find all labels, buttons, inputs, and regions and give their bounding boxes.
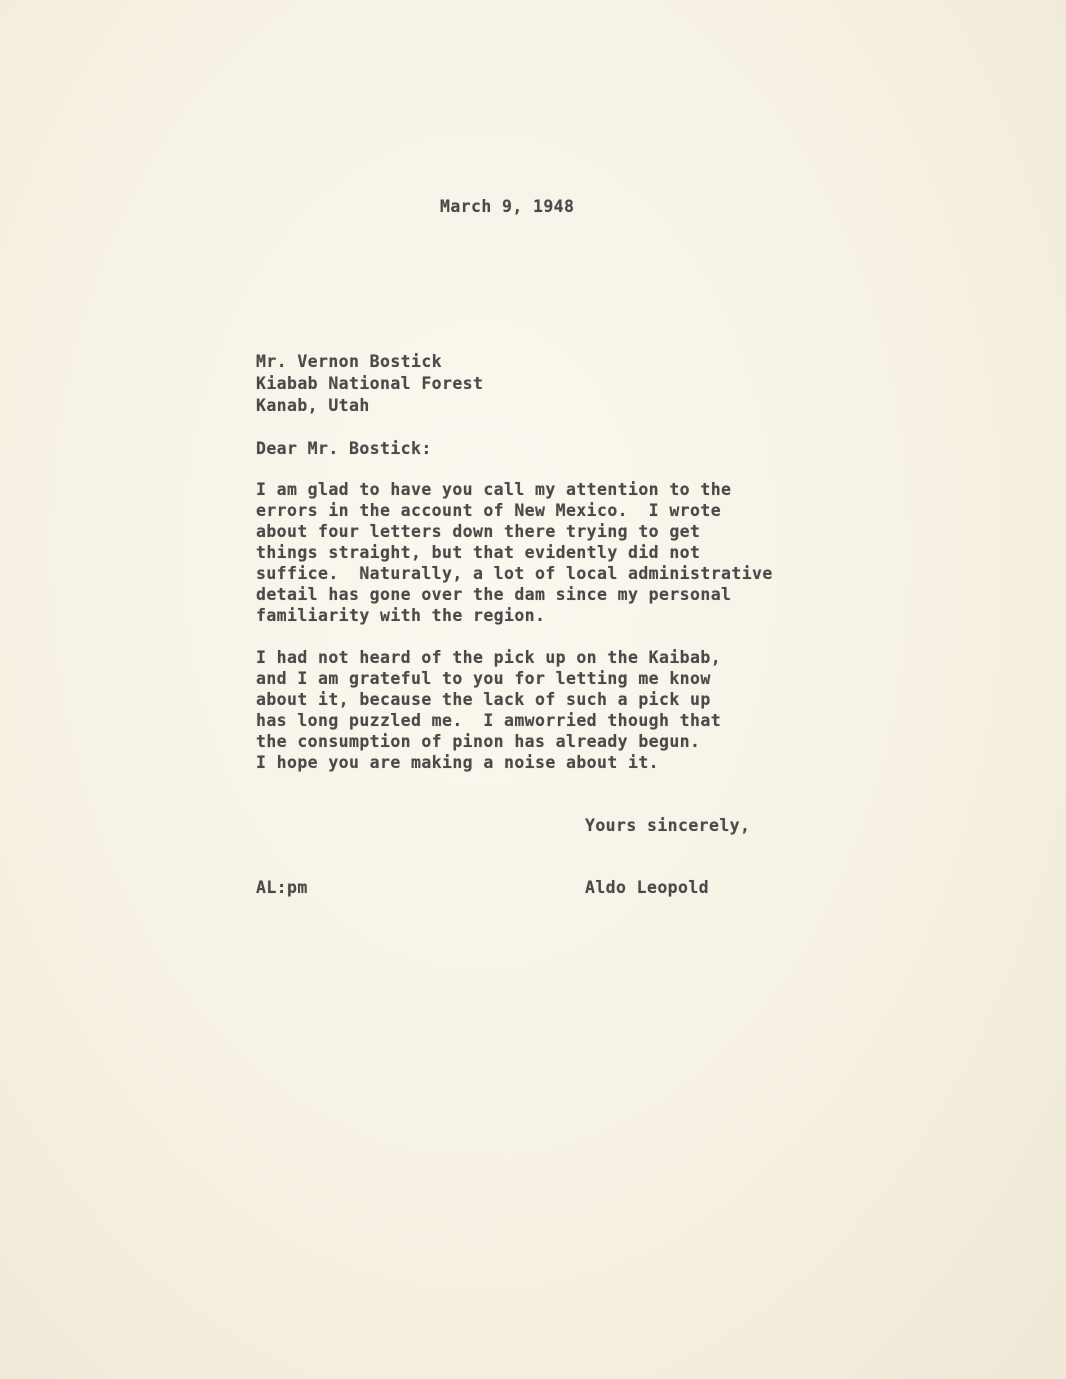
paragraph-line: errors in the account of New Mexico. I wrote [256, 501, 722, 520]
letter-date: March 9, 1948 [440, 197, 575, 216]
recipient-city: Kanab, Utah [256, 396, 370, 415]
paragraph-line: familiarity with the region. [256, 606, 546, 625]
recipient-name: Mr. Vernon Bostick [256, 352, 443, 371]
paragraph-line: things straight, but that evidently did not [256, 543, 701, 562]
paragraph-line: detail has gone over the dam since my personal [256, 585, 732, 604]
paragraph-line: and I am grateful to you for letting me know [256, 669, 711, 688]
signature-name: Aldo Leopold [585, 878, 710, 897]
paragraph-line: I hope you are making a noise about it. [256, 753, 660, 772]
paragraph-line: about it, because the lack of such a pick up [256, 690, 711, 709]
reference-initials: AL:pm [256, 878, 308, 897]
paragraph-line: about four letters down there trying to get [256, 522, 701, 541]
recipient-organization: Kiabab National Forest [256, 374, 484, 393]
paragraph-line: suffice. Naturally, a lot of local administrative [256, 564, 773, 583]
complimentary-closing: Yours sincerely, [585, 816, 751, 835]
salutation: Dear Mr. Bostick: [256, 439, 432, 458]
paragraph-line: I had not heard of the pick up on the Kaibab, [256, 648, 722, 667]
paragraph-line: has long puzzled me. I amworried though that [256, 711, 722, 730]
paragraph-line: the consumption of pinon has already begun. [256, 732, 701, 751]
paragraph-line: I am glad to have you call my attention to the [256, 480, 732, 499]
